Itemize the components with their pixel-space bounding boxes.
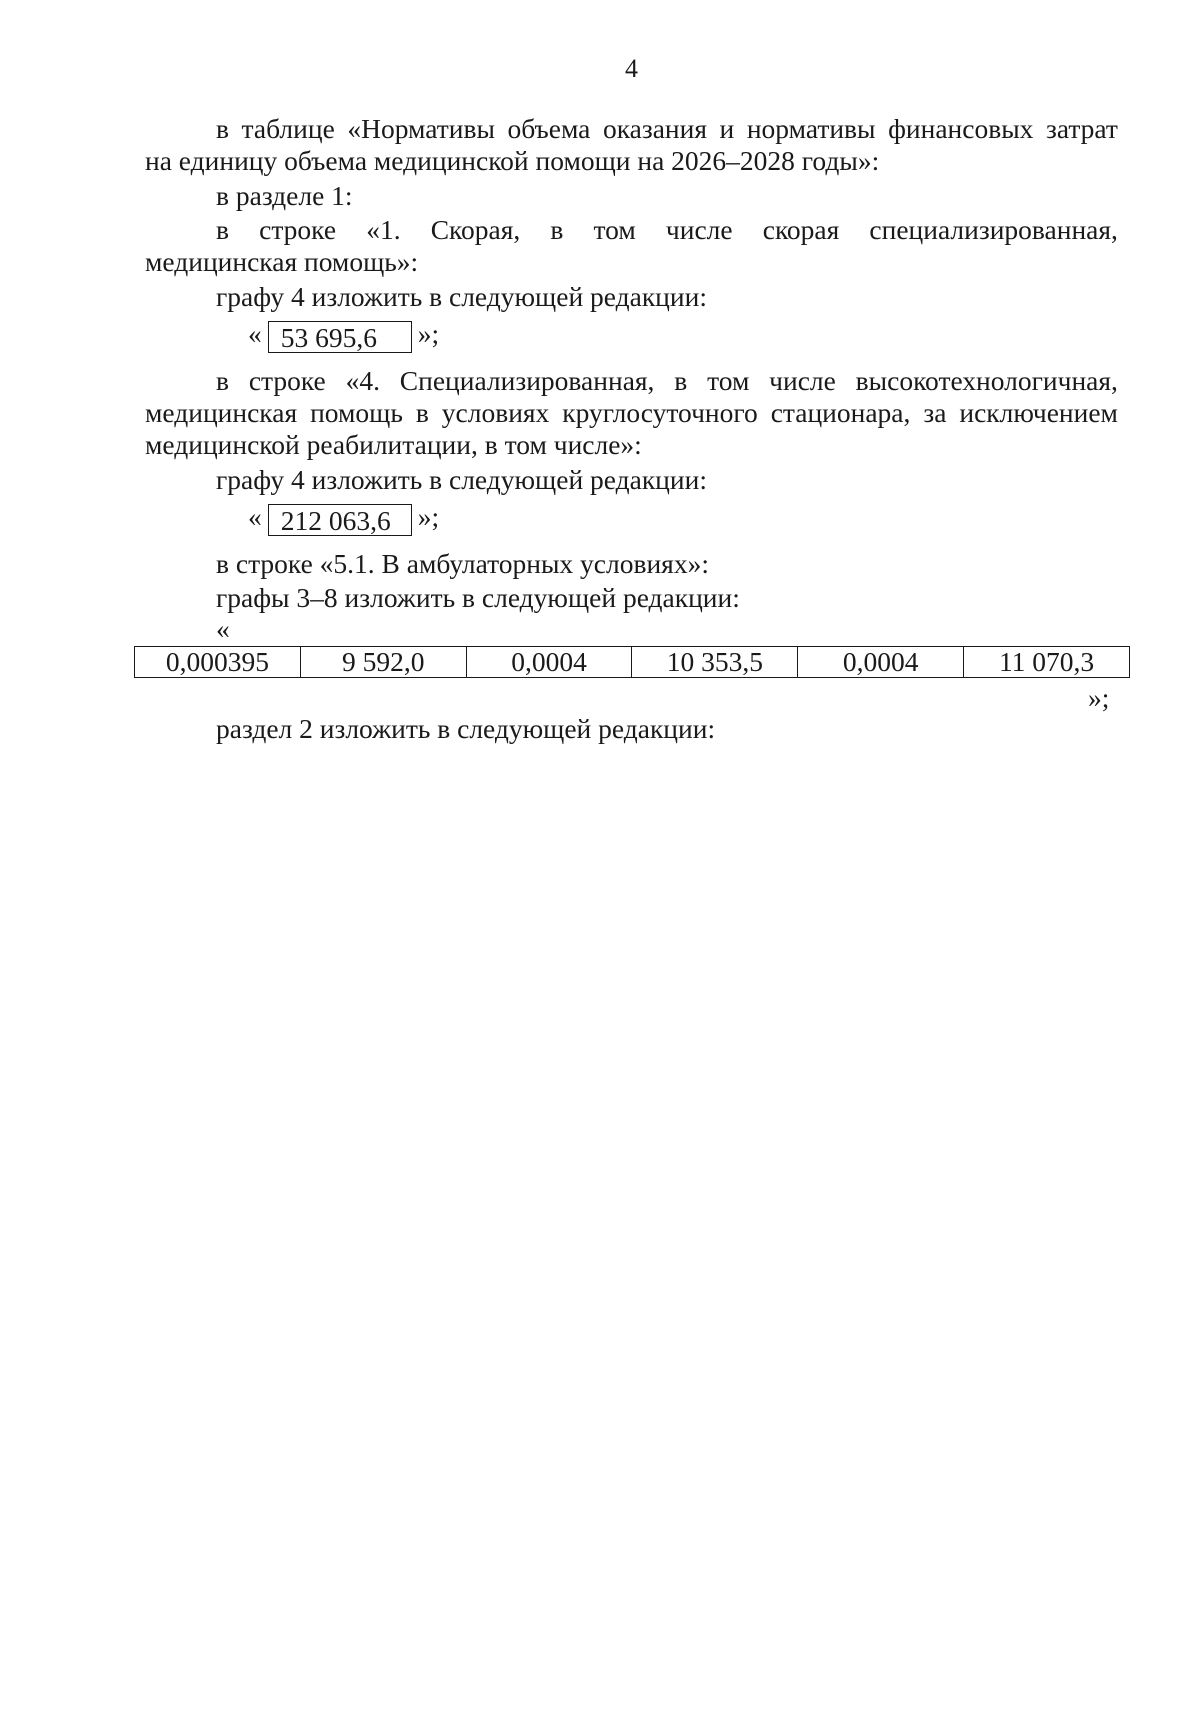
paragraph-intro-line1: в таблице «Нормативы объема оказания и нормативы финансовых затрат — [216, 113, 1118, 144]
table-cell: 10 353,5 — [632, 647, 798, 678]
row1-line1: в строке «1. Скорая, в том числе скорая специализированная, — [216, 214, 1118, 245]
row51-open-quote: « — [216, 613, 230, 644]
row51-line1: в строке «5.1. В амбулаторных условиях»: — [216, 548, 709, 579]
row51-values-table — [134, 646, 1130, 678]
row4-line1: в строке «4. Специализированная, в том числе высокотехнологичная, — [216, 365, 1118, 396]
table-row — [135, 647, 1130, 678]
row4-instruction: графу 4 изложить в следующей редакции: — [216, 464, 707, 495]
table-cell: 9 592,0 — [300, 647, 466, 678]
row1-instruction: графу 4 изложить в следующей редакции: — [216, 281, 707, 312]
table-cell: 0,0004 — [798, 647, 964, 678]
row4-line3: медицинской реабилитации, в том числе»: — [145, 429, 642, 460]
table-cell: 0,0004 — [466, 647, 632, 678]
row4-value-box: 212 063,6 — [268, 504, 412, 536]
paragraph-intro-line2: на единицу объема медицинской помощи на 2026–2028 годы»: — [145, 145, 880, 176]
row51-instruction: графы 3–8 изложить в следующей редакции: — [216, 582, 740, 613]
section-2-heading: раздел 2 изложить в следующей редакции: — [216, 713, 716, 744]
row1-value-box: 53 695,6 — [268, 321, 412, 353]
section-1-heading: в разделе 1: — [216, 180, 353, 211]
table-cell: 0,000395 — [135, 647, 301, 678]
page-number: 4 — [625, 54, 638, 83]
table-cell: 11 070,3 — [964, 647, 1130, 678]
row1-value-line: « 53 695,6 »; — [248, 318, 440, 353]
row4-line2: медицинская помощь в условиях круглосуточного стационара, за исключением — [145, 397, 1118, 428]
row51-close-quote: »; — [1088, 682, 1110, 713]
row4-value-line: « 212 063,6 »; — [248, 501, 440, 536]
row1-line2: медицинская помощь»: — [145, 246, 419, 277]
